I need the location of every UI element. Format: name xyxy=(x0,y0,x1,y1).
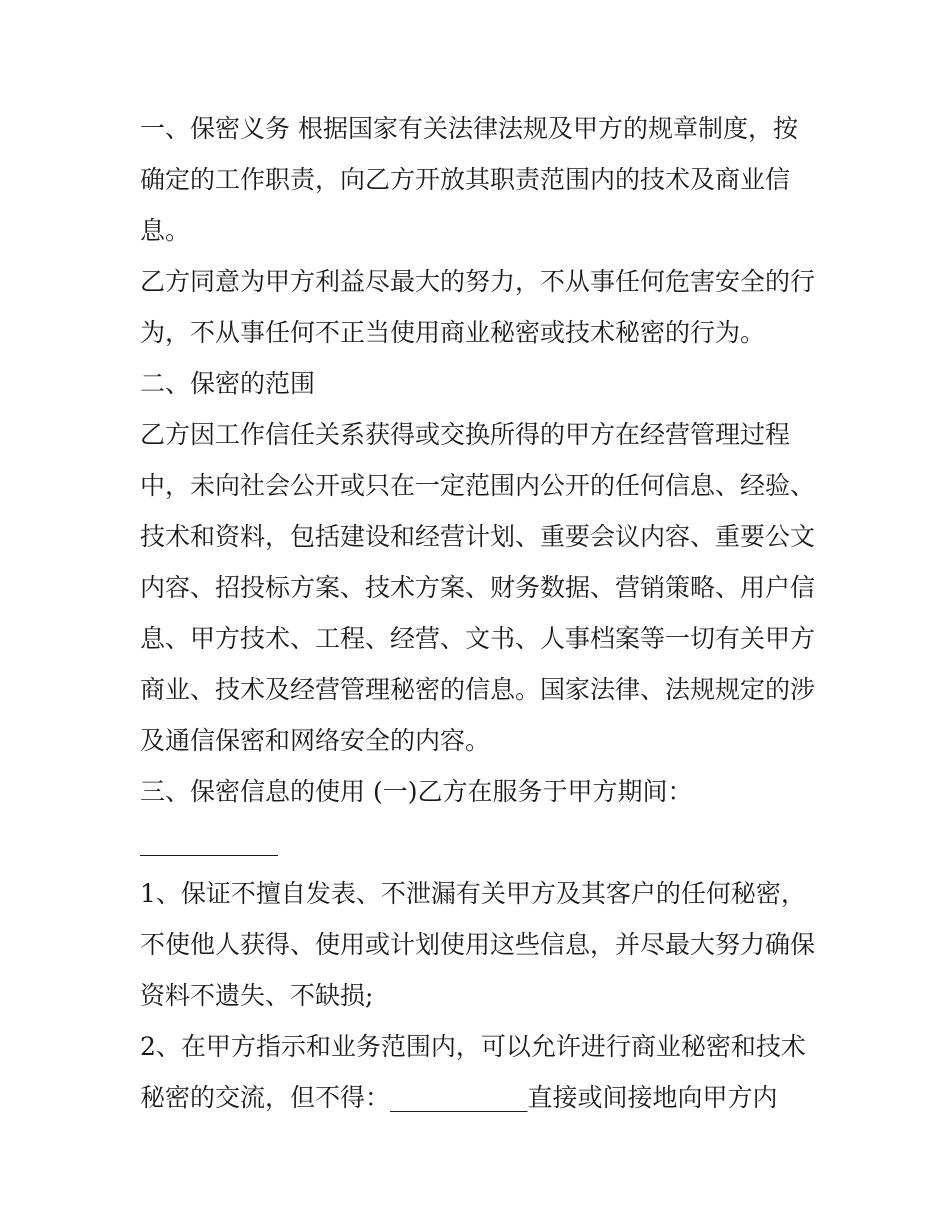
text-line: 一、保密义务 根据国家有关法律法规及甲方的规章制度，按 xyxy=(140,114,798,143)
text-line: 为，不从事任何不正当使用商业秘密或技术秘密的行为。 xyxy=(140,318,766,347)
text-line: 资料不遗失、不缺损; xyxy=(140,981,374,1010)
section-heading: 三、保密信息的使用 (一)乙方在服务于甲方期间： xyxy=(140,777,693,806)
text-line: 乙方因工作信任关系获得或交换所得的甲方在经营管理过程 xyxy=(140,420,791,449)
text-line: 息、甲方技术、工程、经营、文书、人事档案等一切有关甲方 xyxy=(140,624,816,653)
document-body xyxy=(140,103,820,1123)
section-heading: 二、保密的范围 xyxy=(140,369,316,398)
text-line: 不使他人获得、使用或计划使用这些信息，并尽最大努力确保 xyxy=(140,930,816,959)
list-item: 1、保证不擅自发表、不泄漏有关甲方及其客户的任何秘密， xyxy=(140,879,806,908)
text-line: 及通信保密和网络安全的内容。 xyxy=(140,726,491,755)
text-line: 技术和资料，包括建设和经营计划、重要会议内容、重要公文 xyxy=(140,522,816,551)
text-line: 息。 xyxy=(140,216,191,245)
text-line: 中，未向社会公开或只在一定范围内公开的任何信息、经验、 xyxy=(140,471,816,500)
text-line: 内容、招投标方案、技术方案、财务数据、营销策略、用户信 xyxy=(140,573,816,602)
underline-rule xyxy=(140,855,278,856)
text-line: 确定的工作职责，向乙方开放其职责范围内的技术及商业信 xyxy=(140,165,791,194)
text-line: 秘密的交流，但不得：___________直接或间接地向甲方内 xyxy=(140,1083,778,1112)
text-line: 商业、技术及经营管理秘密的信息。国家法律、法规规定的涉 xyxy=(140,675,816,704)
text-line: 乙方同意为甲方利益尽最大的努力，不从事任何危害安全的行 xyxy=(140,267,816,296)
blank-fill-line xyxy=(140,817,820,868)
list-item: 2、在甲方指示和业务范围内，可以允许进行商业秘密和技术 xyxy=(140,1032,806,1061)
